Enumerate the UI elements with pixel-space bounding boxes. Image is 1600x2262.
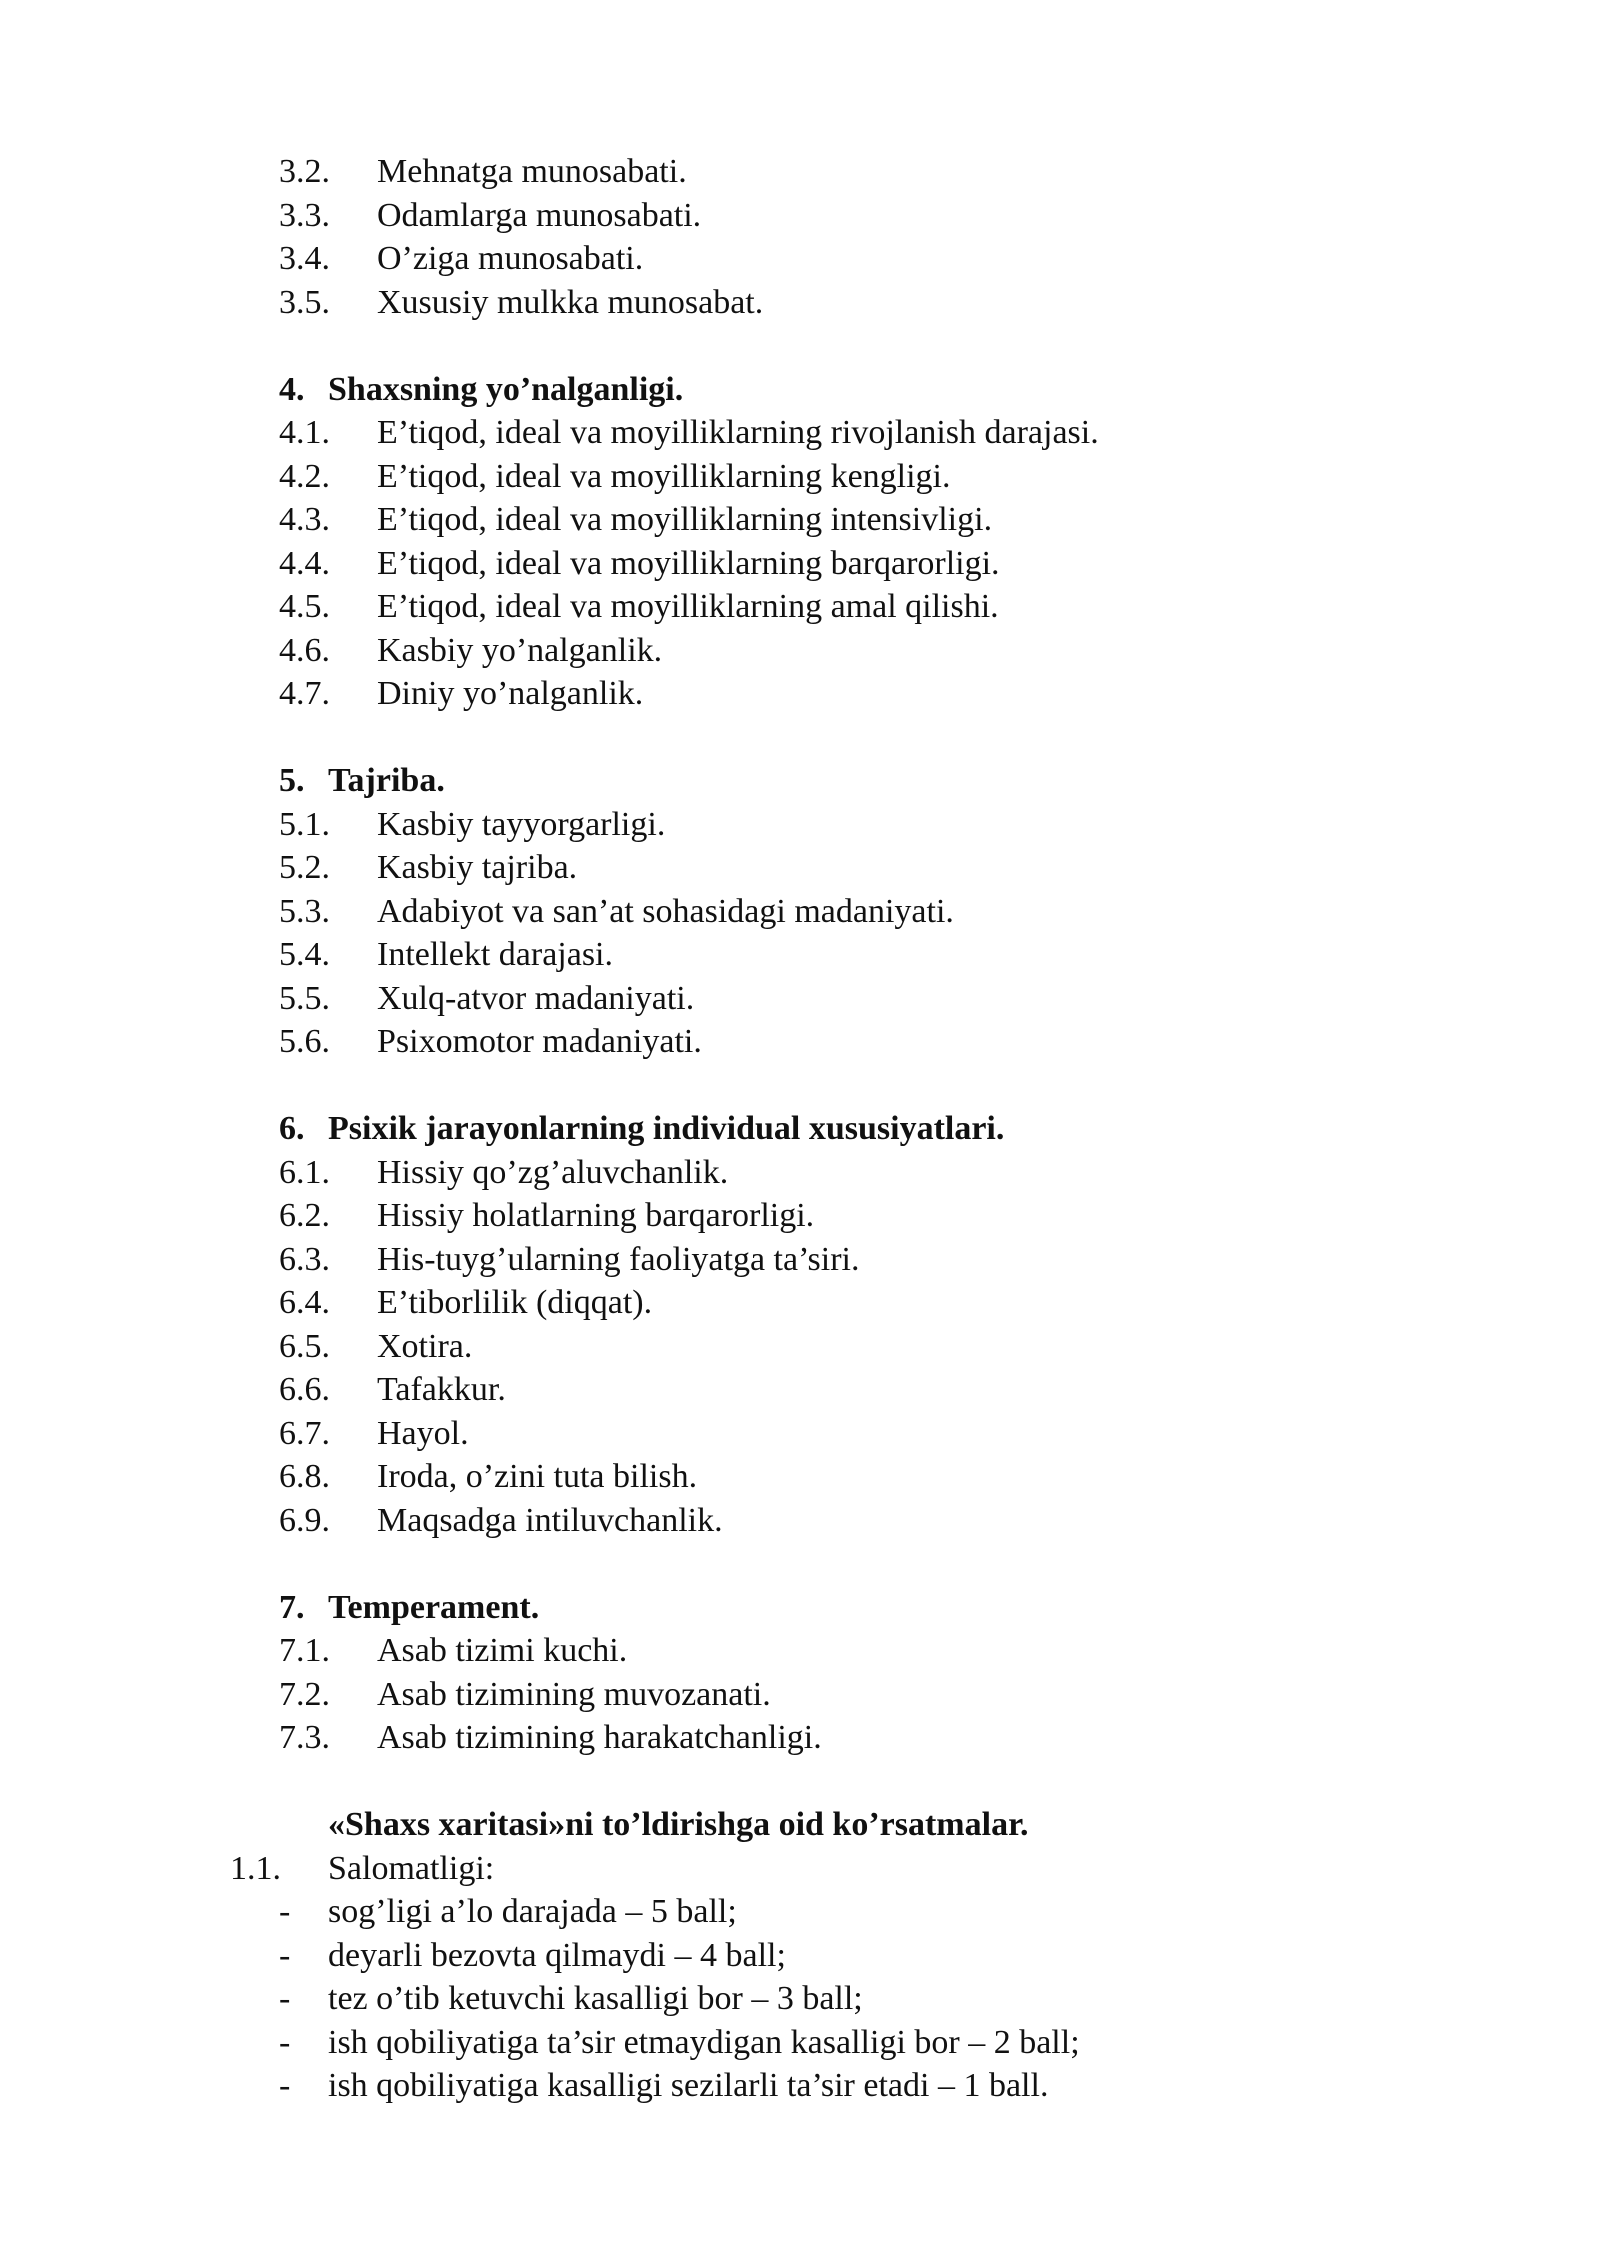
bullet-text: ish qobiliyatiga ta’sir etmaydigan kasalligi bor – 2 ball; xyxy=(328,2023,1080,2061)
list-item xyxy=(0,1455,1600,1499)
item-number: 3.3. xyxy=(279,196,330,234)
item-number: 4.2. xyxy=(279,457,330,495)
list-item xyxy=(0,977,1600,1021)
spacer xyxy=(0,1064,1600,1108)
list-item xyxy=(0,1673,1600,1717)
item-text: Xususiy mulkka munosabat. xyxy=(377,283,764,321)
spacer xyxy=(0,1760,1600,1804)
item-number: 4.4. xyxy=(279,544,330,582)
sub-number: 1.1. xyxy=(230,1849,281,1887)
item-number: 6.5. xyxy=(279,1327,330,1365)
section-number: 4. xyxy=(279,370,305,408)
list-item xyxy=(0,542,1600,586)
item-text: Hissiy qo’zg’aluvchanlik. xyxy=(377,1153,729,1191)
item-number: 6.7. xyxy=(279,1414,330,1452)
item-text: Xotira. xyxy=(377,1327,473,1365)
spacer xyxy=(0,716,1600,760)
list-item xyxy=(0,498,1600,542)
item-text: E’tiborlilik (diqqat). xyxy=(377,1284,653,1321)
item-text: Diniy yo’nalganlik. xyxy=(377,675,644,712)
item-number: 5.4. xyxy=(279,936,330,973)
list-item xyxy=(0,1629,1600,1673)
list-item xyxy=(0,803,1600,847)
list-item xyxy=(0,1499,1600,1543)
item-number: 4.5. xyxy=(279,588,330,625)
section-title: Psixik jarayonlarning individual xususiyatlari. xyxy=(328,1110,1005,1147)
list-item xyxy=(0,1281,1600,1325)
bullet-item xyxy=(0,2021,1600,2065)
item-text: E’tiqod, ideal va moyilliklarning rivojlanish darajasi. xyxy=(377,414,1099,451)
item-number: 6.8. xyxy=(279,1458,330,1495)
item-number: 5.6. xyxy=(279,1023,330,1060)
list-item xyxy=(0,1325,1600,1369)
item-text: E’tiqod, ideal va moyilliklarning kengligi. xyxy=(377,457,951,495)
section-number: 5. xyxy=(279,762,305,799)
bullet-dash: - xyxy=(279,2067,291,2104)
item-number: 3.4. xyxy=(279,240,330,277)
instructions-title: «Shaxs xaritasi»ni to’ldirishga oid ko’rsatmalar. xyxy=(328,1806,1029,1843)
list-item xyxy=(0,585,1600,629)
list-item xyxy=(0,672,1600,716)
bullet-text: ish qobiliyatiga kasalligi sezilarli ta’sir etadi – 1 ball. xyxy=(328,2067,1049,2104)
item-number: 3.5. xyxy=(279,283,330,321)
list-item xyxy=(0,890,1600,934)
item-text: Hayol. xyxy=(377,1414,469,1452)
item-text: Kasbiy tajriba. xyxy=(377,849,578,886)
item-text: Asab tizimi kuchi. xyxy=(377,1632,628,1669)
list-item xyxy=(0,1151,1600,1195)
list-item xyxy=(0,194,1600,238)
section-heading xyxy=(0,759,1600,803)
section-title: Shaxsning yo’nalganligi. xyxy=(328,370,684,408)
section-heading xyxy=(0,1107,1600,1151)
list-item xyxy=(0,1238,1600,1282)
item-number: 7.2. xyxy=(279,1675,330,1713)
item-text: Kasbiy yo’nalganlik. xyxy=(377,631,663,669)
item-number: 3.2. xyxy=(279,153,330,190)
item-text: O’ziga munosabati. xyxy=(377,240,644,277)
item-text: E’tiqod, ideal va moyilliklarning amal qilishi. xyxy=(377,588,999,625)
list-item xyxy=(0,629,1600,673)
item-number: 6.1. xyxy=(279,1153,330,1191)
bullet-text: sog’ligi a’lo darajada – 5 ball; xyxy=(328,1893,737,1930)
item-number: 7.3. xyxy=(279,1719,330,1756)
list-item xyxy=(0,281,1600,325)
section-title: Temperament. xyxy=(328,1588,540,1626)
item-text: Adabiyot va san’at sohasidagi madaniyati. xyxy=(377,892,954,930)
sub-text: Salomatligi: xyxy=(328,1849,495,1887)
list-item xyxy=(0,411,1600,455)
item-number: 4.3. xyxy=(279,501,330,538)
list-item xyxy=(0,455,1600,499)
list-item xyxy=(0,846,1600,890)
instructions-heading xyxy=(0,1803,1600,1847)
item-text: Mehnatga munosabati. xyxy=(377,153,687,190)
spacer xyxy=(0,324,1600,368)
item-text: Maqsadga intiluvchanlik. xyxy=(377,1501,723,1539)
section-title: Tajriba. xyxy=(328,762,445,799)
list-item xyxy=(0,237,1600,281)
section-number: 6. xyxy=(279,1110,305,1147)
list-item xyxy=(0,1194,1600,1238)
item-number: 5.5. xyxy=(279,979,330,1017)
item-number: 6.3. xyxy=(279,1240,330,1278)
item-number: 4.6. xyxy=(279,631,330,669)
item-number: 7.1. xyxy=(279,1632,330,1669)
item-text: Intellekt darajasi. xyxy=(377,936,614,973)
item-number: 5.3. xyxy=(279,892,330,930)
bullet-dash: - xyxy=(279,2023,291,2061)
bullet-dash: - xyxy=(279,1936,291,1974)
list-item xyxy=(0,1020,1600,1064)
section-number: 7. xyxy=(279,1588,305,1626)
item-text: Kasbiy tayyorgarligi. xyxy=(377,805,666,843)
item-text: Asab tizimining muvozanati. xyxy=(377,1675,771,1713)
item-text: Tafakkur. xyxy=(377,1371,506,1408)
list-item xyxy=(0,150,1600,194)
item-number: 4.7. xyxy=(279,675,330,712)
item-text: Odamlarga munosabati. xyxy=(377,196,702,234)
item-text: E’tiqod, ideal va moyilliklarning intensivligi. xyxy=(377,501,993,538)
item-text: Xulq-atvor madaniyati. xyxy=(377,979,695,1017)
item-number: 6.9. xyxy=(279,1501,330,1539)
bullet-text: deyarli bezovta qilmaydi – 4 ball; xyxy=(328,1936,786,1974)
bullet-item xyxy=(0,1977,1600,2021)
bullet-dash: - xyxy=(279,1980,291,2017)
bullet-item xyxy=(0,1890,1600,1934)
spacer xyxy=(0,1542,1600,1586)
list-item xyxy=(0,1412,1600,1456)
bullet-text: tez o’tib ketuvchi kasalligi bor – 3 ball; xyxy=(328,1980,863,2017)
item-text: Hissiy holatlarning barqarorligi. xyxy=(377,1197,815,1234)
item-text: Psixomotor madaniyati. xyxy=(377,1023,702,1060)
item-number: 6.2. xyxy=(279,1197,330,1234)
list-item xyxy=(0,933,1600,977)
list-item xyxy=(0,1368,1600,1412)
bullet-dash: - xyxy=(279,1893,291,1930)
item-number: 5.1. xyxy=(279,805,330,843)
list-item xyxy=(0,1716,1600,1760)
document-body xyxy=(0,150,1600,2108)
section-heading xyxy=(0,368,1600,412)
item-text: Iroda, o’zini tuta bilish. xyxy=(377,1458,698,1495)
section-heading xyxy=(0,1586,1600,1630)
item-number: 6.6. xyxy=(279,1371,330,1408)
item-text: Asab tizimining harakatchanligi. xyxy=(377,1719,822,1756)
item-text: His-tuyg’ularning faoliyatga ta’siri. xyxy=(377,1240,860,1278)
item-text: E’tiqod, ideal va moyilliklarning barqarorligi. xyxy=(377,544,1000,582)
item-number: 6.4. xyxy=(279,1284,330,1321)
item-number: 5.2. xyxy=(279,849,330,886)
item-number: 4.1. xyxy=(279,414,330,451)
bullet-item xyxy=(0,2064,1600,2108)
bullet-item xyxy=(0,1934,1600,1978)
instructions-subheading xyxy=(0,1847,1600,1891)
